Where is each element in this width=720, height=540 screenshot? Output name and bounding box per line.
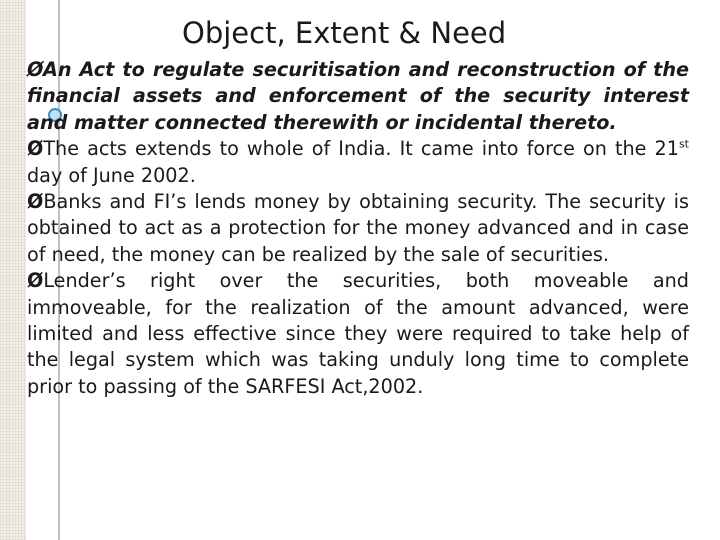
slide-title: Object, Extent & Need — [182, 16, 507, 50]
arrow-bullet-icon: Ø — [27, 190, 44, 214]
bullet-item — [27, 136, 689, 189]
bullet-text: Banks and FI’s lends money by obtaining security. The security is obtained to act as a protection for the money advanced and in case of need, the money can be realized by the sale of securities. — [27, 190, 689, 266]
bullet-item — [27, 268, 689, 400]
ordinal-superscript: st — [678, 137, 689, 151]
bullet-item — [27, 57, 689, 136]
arrow-bullet-icon: Ø — [27, 58, 43, 81]
arrow-bullet-icon: Ø — [27, 137, 44, 161]
arrow-bullet-icon: Ø — [27, 269, 44, 293]
bullet-text: The acts extends to whole of India. It came into force on the 21 — [43, 137, 679, 161]
bullet-text: Lender’s right over the securities, both moveable and immoveable, for the realization of the amount advanced, were limited and less effective since they were required to take help of the legal system which was taking unduly long time to complete prior to passing of the SARFESI Act,2002. — [27, 269, 689, 398]
slide-body — [27, 57, 689, 400]
bullet-text: An Act to regulate securitisation and reconstruction of the financial assets and enforcement of the security interest and matter connected therewith or incidental thereto. — [27, 58, 689, 134]
bullet-item — [27, 189, 689, 268]
decorative-side-strip — [0, 0, 26, 540]
bullet-text-end: day of June 2002. — [27, 163, 196, 187]
